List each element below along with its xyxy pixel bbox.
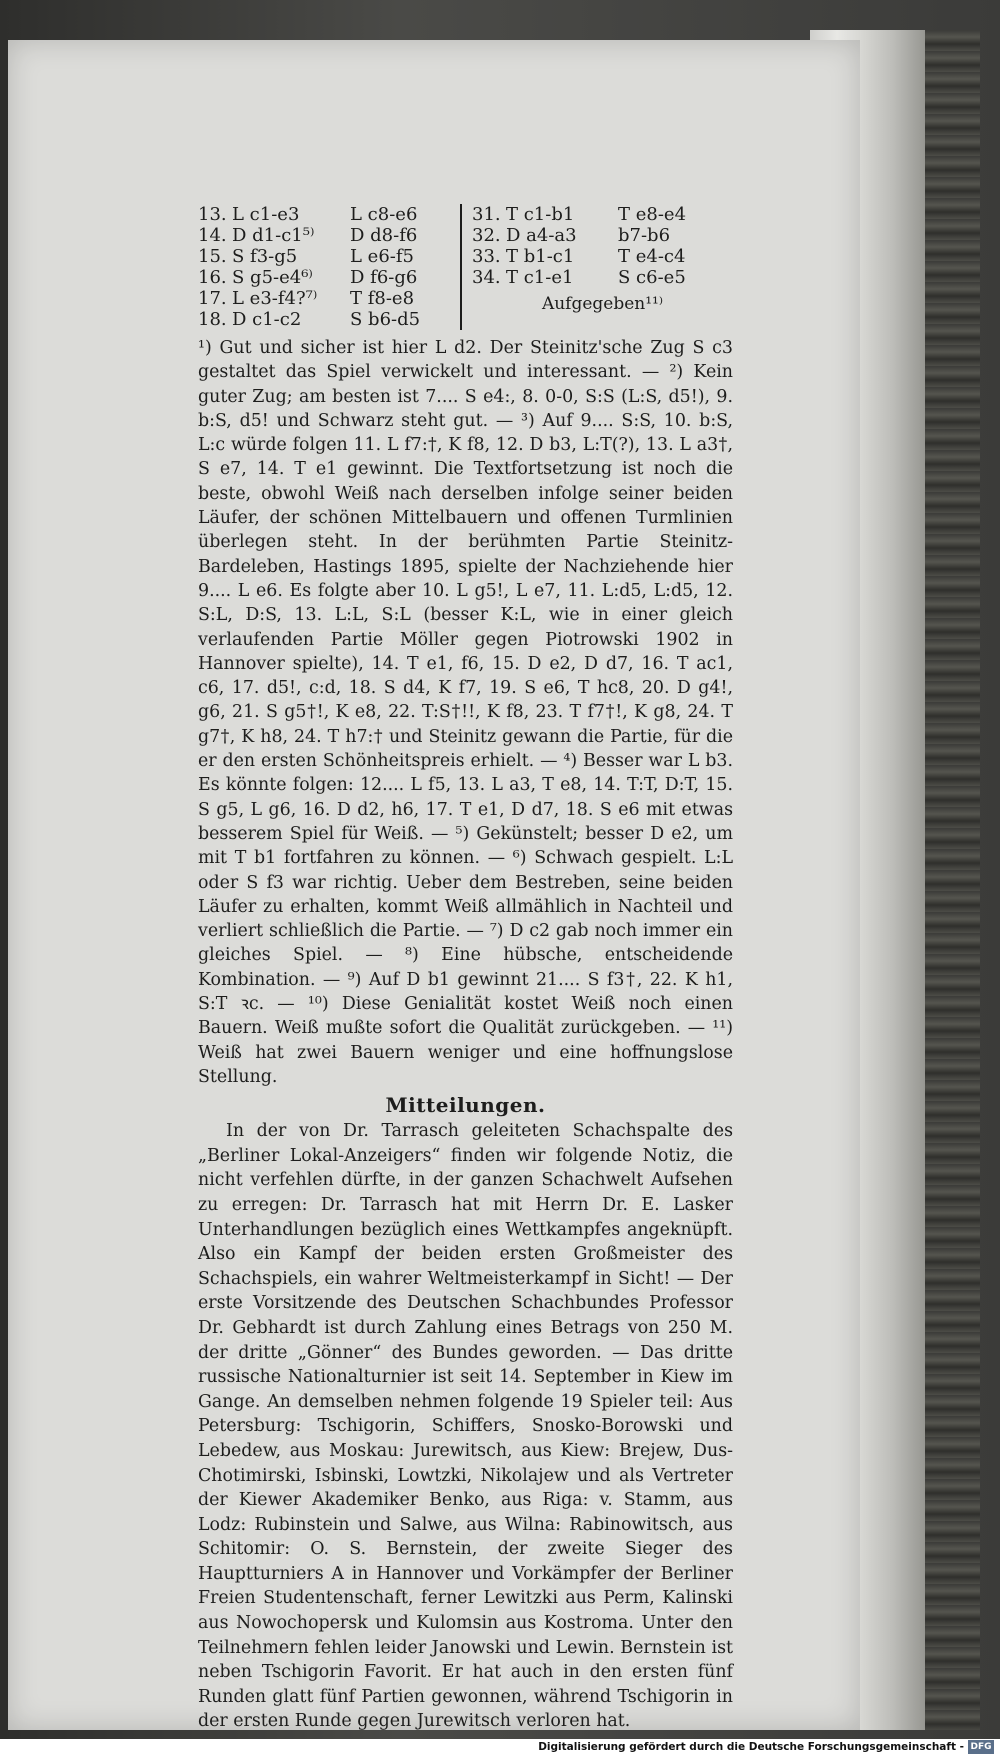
black-move: T f8-e8: [350, 288, 415, 309]
black-move: T e4-c4: [618, 246, 686, 267]
move-number: 32.: [472, 225, 501, 246]
move-row: [198, 225, 460, 246]
move-row: [198, 309, 460, 330]
white-move: T c1-b1: [506, 204, 575, 225]
black-move: b7-b6: [618, 225, 671, 246]
move-number: 31.: [472, 204, 501, 225]
moves-column-right: [462, 204, 733, 330]
black-move: D d8-f6: [350, 225, 418, 246]
game-moves-table: [198, 204, 733, 330]
black-move: L c8-e6: [350, 204, 418, 225]
section-heading: Mitteilungen.: [385, 1093, 546, 1118]
moves-column-left: [198, 204, 462, 330]
white-move: S f3-g5: [232, 246, 298, 267]
black-move: L e6-f5: [350, 246, 414, 267]
move-number: 14.: [198, 225, 227, 246]
black-move: T e8-e4: [618, 204, 687, 225]
black-move: S c6-e5: [618, 267, 686, 288]
white-move: T b1-c1: [506, 246, 575, 267]
move-row: [198, 267, 460, 288]
move-row: [198, 246, 460, 267]
funding-credit: Digitalisierung gefördert durch die Deutsche Forschungsgemeinschaft -: [538, 1741, 964, 1753]
black-move: S b6-d5: [350, 309, 421, 330]
white-move: D d1-c1⁵⁾: [232, 225, 315, 246]
move-number: 34.: [472, 267, 501, 288]
game-annotations: [198, 336, 733, 1089]
move-number: 17.: [198, 288, 227, 309]
move-row: [472, 204, 733, 225]
move-row: [472, 267, 733, 288]
black-move: D f6-g6: [350, 267, 418, 288]
move-number: 16.: [198, 267, 227, 288]
move-number: 33.: [472, 246, 501, 267]
move-number: 15.: [198, 246, 227, 267]
white-move: S g5-e4⁶⁾: [232, 267, 313, 288]
move-row: [198, 204, 460, 225]
white-move: T c1-e1: [506, 267, 574, 288]
move-number: 13.: [198, 204, 227, 225]
book-cover-edge: [925, 30, 980, 1730]
move-row: [472, 246, 733, 267]
white-move: L c1-e3: [232, 204, 300, 225]
page-content: [198, 204, 733, 1734]
dfg-logo: DFG: [968, 1740, 994, 1754]
move-row: [472, 225, 733, 246]
annotation-paragraph: ¹) Gut und sicher ist hier L d2. Der Steinitz'sche Zug S c3 gestaltet das Spiel verwickelt und interessant. — ²) Kein guter Zug; am besten ist 7.... S e4:, 8. 0-0, S:S (L:S, d5!), 9. b:S, d5! und Schwarz steht gut. — ³) Auf 9.... S:S, 10. b:S, L:c würde folgen 11. L f7:†, K f8, 12. D b3, L:T(?), 13. L a3†, S e7, 14. T e1 gewinnt. Die Textfortsetzung ist noch die beste, obwohl Weiß nach derselben infolge seiner beiden Läufer, der schönen Mittelbauern und offenen Turmlinien überlegen steht. In der berühmten Partie Steinitz-Bardeleben, Hastings 1895, spielte der Nachziehende hier 9.... L e6. Es folgte aber 10. L g5!, L e7, 11. L:d5, L:d5, 12. S:L, D:S, 13. L:L, S:L (besser K:L, wie in einer gleich verlaufenden Partie Möller gegen Piotrowski 1902 in Hannover spielte), 14. T e1, f6, 15. D e2, D d7, 16. T ac1, c6, 17. d5!, c:d, 18. S d4, K f7, 19. S e6, T hc8, 20. D g4!, g6, 21. S g5†!, K e8, 22. T:S†!!, K f8, 23. T f7†!, K g8, 24. T g7†, K h8, 24. T h7:† und Steinitz gewann die Partie, für die er den ersten Schönheitspreis erhielt. — ⁴) Besser war L b3. Es könnte folgen: 12.... L f5, 13. L a3, T e8, 14. T:T, D:T, 15. S g5, L g6, 16. D d2, h6, 17. T e1, D d7, 18. S e6 mit etwas besserem Spiel für Weiß. — ⁵) Gekünstelt; besser D e2, um mit T b1 fortfahren zu können. — ⁶) Schwach gespielt. L:L oder S f3 war richtig. Ueber dem Bestreben, seine beiden Läufer zu erhalten, kommt Weiß allmählich in Nachteil und verliert schließlich die Partie. — ⁷) D c2 gab noch immer ein gleiches Spiel. — ⁸) Eine hübsche, entscheidende Kombination. — ⁹) Auf D b1 gewinnt 21.... S f3†, 22. K h1, S:T ꝛc. — ¹⁰) Diese Genialität kostet Weiß noch einen Bauern. Weiß mußte sofort die Qualität zurückgeben. — ¹¹) Weiß hat zwei Bauern weniger und eine hoffnungslose Stellung.: [198, 338, 733, 1087]
move-row: [198, 288, 460, 309]
news-paragraph: In der von Dr. Tarrasch geleiteten Schachspalte des „Berliner Lokal-Anzeigers“ finden wir folgende Notiz, die nicht verfehlen dürfte, in der ganzen Schachwelt Aufsehen zu erregen: Dr. Tarrasch hat mit Herrn Dr. E. Lasker Unterhandlungen bezüglich eines Wettkampfes angeknüpft. Also ein Kampf der beiden ersten Großmeister des Schachspiels, ein wahrer Weltmeisterkampf in Sicht! — Der erste Vorsitzende des Deutschen Schachbundes Professor Dr. Gebhardt ist durch Zahlung eines Betrags von 250 M. der dritte „Gönner“ des Bundes geworden. — Das dritte russische Nationalturnier ist seit 14. September in Kiew im Gange. An demselben nehmen folgende 19 Spieler teil: Aus Petersburg: Tschigorin, Schiffers, Snosko-Borowski und Lebedew, aus Moskau: Jurewitsch, aus Kiew: Brejew, Dus-Chotimirski, Isbinski, Lowtzki, Nikolajew und als Vertreter der Kiewer Akademiker Benko, aus Riga: v. Stamm, aus Lodz: Rubinstein und Salwe, aus Wilna: Rabinowitsch, aus Schitomir: O. S. Bernstein, der zweite Sieger des Hauptturniers A in Hannover und Vorkämpfer der Berliner Freien Studentenschaft, ferner Lewitzki aus Perm, Kalinski aus Nowochopersk und Kulomsin aus Kostroma. Unter den Teilnehmern fehlen leider Janowski und Lewin. Bernstein ist neben Tschigorin Favorit. Er hat auch in den ersten fünf Runden glatt fünf Partien gewonnen, während Tschigorin in der ersten Runde gegen Jurewitsch verloren hat.: [198, 1121, 733, 1732]
book-page: [8, 40, 860, 1730]
white-move: L e3-f4?⁷⁾: [232, 288, 318, 309]
move-number: 18.: [198, 309, 227, 330]
news-section: [198, 1119, 733, 1734]
resignation-note: Aufgegeben¹¹⁾: [541, 294, 664, 314]
white-move: D c1-c2: [232, 309, 302, 330]
white-move: D a4-a3: [506, 225, 577, 246]
